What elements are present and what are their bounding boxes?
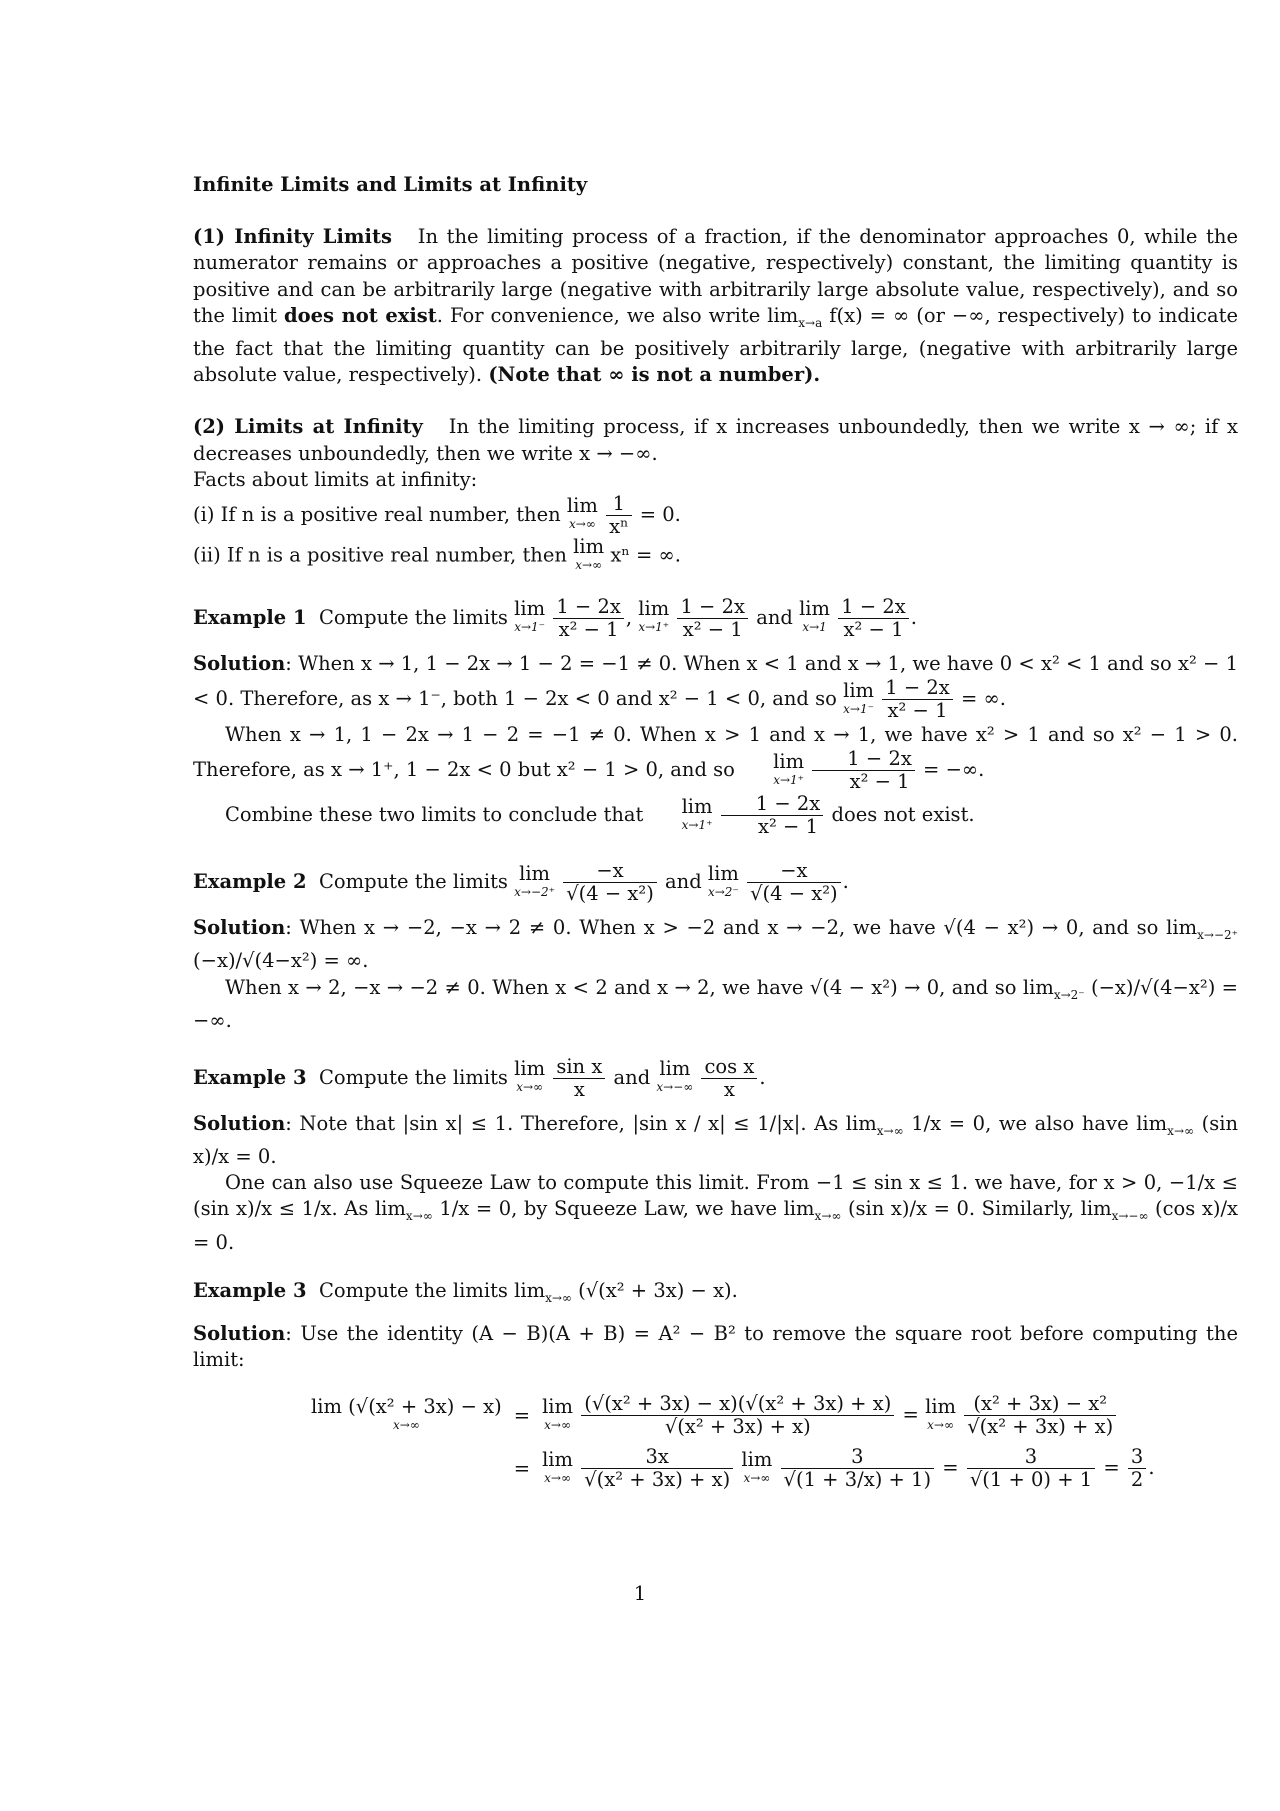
lim-subscript: x→∞ xyxy=(405,1209,433,1224)
limit-operator: lim x→1⁻ xyxy=(843,678,875,716)
denominator: √(1 + 0) + 1 xyxy=(969,1468,1093,1492)
lim-subscript: x→1 xyxy=(802,620,827,635)
limit-operator: lim x→−2⁺ xyxy=(514,861,555,899)
document-page xyxy=(193,172,1238,1495)
solution-label: Solution xyxy=(193,651,286,675)
solution-text: = ∞. xyxy=(961,687,1006,711)
conjunction: and xyxy=(665,870,702,894)
solution-text: : When x → 1, 1 − 2x → 1 − 2 = −1 ≠ 0. When x < 1 and x → 1, we have 0 < x² < 1 and so x² − 1 < 0. Therefore, as x → 1⁻, both 1 − 2x < 0 and x² − 1 < 0, and so xyxy=(193,651,1238,711)
denominator: x² − 1 xyxy=(843,617,904,641)
limit-operator: lim x→1⁺ xyxy=(650,798,713,834)
numerator: 3 xyxy=(781,1446,935,1469)
equation-lhs xyxy=(305,1389,508,1442)
numerator: 1 − 2x xyxy=(721,793,824,816)
solution-text: : When x → −2, −x → 2 ≠ 0. When x > −2 and x → −2, we have √(4 − x²) → 0, and so lim xyxy=(285,916,1198,940)
example-1-prompt: Example 1 Compute the limits lim x→1⁻ $\frac{1 - 2x}{\text{x² − 1}}$ , lim x→1⁺ $\frac{1 - 2x}{\text{x² − 1}}$ and lim x→1 $\frac{1 - 2x}{\text{x² − 1}}$ . xyxy=(193,594,917,641)
fraction xyxy=(747,860,841,905)
lim-subscript: x→∞ xyxy=(545,1290,572,1305)
fraction xyxy=(553,596,624,641)
denominator: 2 xyxy=(1130,1468,1144,1492)
solution-text: One can also use Squeeze Law to compute this limit. From −1 ≤ sin x ≤ 1. we have, for x > 0, −1/x ≤ (sin x)/x ≤ 1/x. As lim xyxy=(193,1171,1238,1221)
numerator: 3 xyxy=(967,1446,1095,1469)
equals-sign: = xyxy=(1103,1456,1120,1480)
numerator: (x² + 3x) − x² xyxy=(964,1393,1116,1416)
limit-operator xyxy=(542,1447,574,1487)
solution-text: (sin x)/x = 0. Similarly, lim xyxy=(847,1197,1112,1221)
numerator: −x xyxy=(747,860,841,883)
solution-text: (sin x)/x = 0. xyxy=(193,1111,1239,1169)
solution-text: When x → 2, −x → −2 ≠ 0. When x < 2 and x → 2, we have √(4 − x²) → 0, and so lim xyxy=(225,975,1054,999)
facts-heading: Facts about limits at infinity: xyxy=(193,467,478,491)
solution-label: Solution xyxy=(193,1321,286,1345)
fraction xyxy=(812,748,915,793)
lim-label: lim xyxy=(573,534,605,558)
fraction xyxy=(721,793,824,838)
limit-expression xyxy=(311,1394,502,1434)
denominator: x² − 1 xyxy=(758,815,818,839)
section-text: In the limiting process of a fraction, if the denominator approaches 0, while the numerator remains or approaches a positive (negative, respectively) constant, the limiting quantity is positive and can be arbitrarily large (negative with arbitrarily large absolute value, respectively), and so the limit xyxy=(193,225,1238,327)
example-4-solution xyxy=(193,1321,1238,1373)
example-4-prompt xyxy=(193,1278,1238,1311)
numerator: 1 − 2x xyxy=(882,677,953,700)
solution-text: does not exist. xyxy=(831,803,975,827)
numerator: 1 − 2x xyxy=(677,596,748,619)
lim-subscript: x→∞ xyxy=(876,1123,904,1138)
limit-operator: lim x→−∞ xyxy=(656,1057,694,1095)
solution-label: Solution xyxy=(193,916,286,940)
limit-operator: lim x→1⁺ xyxy=(741,753,804,789)
lim-subscript: x→−2⁺ xyxy=(514,884,555,899)
section-infinity-limits xyxy=(193,224,1238,388)
solution-text: (−x)/√(4−x²) = ∞. xyxy=(193,949,369,973)
lim-subscript: x→−2⁺ xyxy=(1197,928,1238,943)
numerator: −x xyxy=(563,860,657,883)
solution-label: Solution xyxy=(193,1111,286,1135)
fraction xyxy=(701,1056,757,1101)
fact-text: (i) If n is a positive real number, then xyxy=(193,502,561,526)
denominator: x xyxy=(573,1077,585,1101)
lim-subscript: x→∞ xyxy=(1167,1123,1194,1138)
lim-label: lim xyxy=(925,1394,957,1418)
denominator: √(4 − x²) xyxy=(566,882,654,906)
lim-subscript: x→−∞ xyxy=(1111,1209,1149,1224)
example-text: Compute the limits xyxy=(318,1065,508,1089)
denominator: x² − 1 xyxy=(682,617,743,641)
fraction xyxy=(677,596,748,641)
fact-2 xyxy=(193,534,1238,574)
equals-sign: = xyxy=(902,1403,919,1427)
lim-subscript: x→1⁺ xyxy=(681,817,713,832)
example-label: Example 2 xyxy=(193,870,307,894)
fraction xyxy=(838,596,909,641)
conjunction: and xyxy=(756,605,793,629)
limit-operator: lim x→1⁺ xyxy=(638,597,670,635)
equation-row-2 xyxy=(305,1442,1161,1495)
solution-text: (cos x)/x = 0. xyxy=(193,1197,1239,1254)
solution-text: : Use the identity (A − B)(A + B) = A² − B² to remove the square root before computing the limit: xyxy=(193,1321,1238,1372)
limit-subscript: x→a xyxy=(798,315,823,330)
fraction xyxy=(563,860,657,905)
fraction xyxy=(781,1446,935,1491)
page-number: 1 xyxy=(633,1582,647,1605)
lim-label: lim xyxy=(566,494,598,518)
example-2-solution-p1 xyxy=(193,915,1238,974)
numerator: (√(x² + 3x) − x)(√(x² + 3x) + x) xyxy=(581,1393,894,1416)
solution-text: (−x)/√(4−x²) = −∞. xyxy=(193,975,1239,1032)
example-3-solution-p1 xyxy=(193,1111,1238,1170)
lim-subscript: x→1⁺ xyxy=(638,620,670,635)
note: (Note that ∞ is not a number). xyxy=(488,363,821,387)
example-1-solution-p2 xyxy=(193,722,1238,793)
fact-1 xyxy=(193,493,1238,538)
lim-label: lim xyxy=(741,1447,773,1471)
lim-subscript: x→∞ xyxy=(575,557,603,572)
lim-label: lim xyxy=(542,1447,574,1471)
example-label: Example 3 xyxy=(193,1065,307,1089)
lim-subscript: x→∞ xyxy=(544,1417,571,1432)
lim-subscript: x→∞ xyxy=(392,1417,420,1432)
numerator: 1 − 2x xyxy=(553,596,624,619)
denominator: √(4 − x²) xyxy=(750,882,838,906)
denominator: x² − 1 xyxy=(558,617,619,641)
section-limits-at-infinity xyxy=(193,414,1238,466)
denominator: x² − 1 xyxy=(849,770,910,794)
bold-phrase: does not exist xyxy=(283,303,437,327)
conjunction: and xyxy=(613,1065,651,1089)
lim-subscript: x→1⁻ xyxy=(843,701,874,716)
section-heading: (1) Infinity Limits xyxy=(193,225,392,249)
aligned-equation xyxy=(305,1389,1161,1495)
numerator: 1 − 2x xyxy=(838,596,909,619)
lim-subscript: x→1⁻ xyxy=(514,620,546,635)
equation-row-1 xyxy=(305,1389,1161,1442)
section-text: . For convenience, we also write lim xyxy=(436,303,799,327)
equation-lhs-empty xyxy=(305,1442,508,1495)
example-text: Compute the limits xyxy=(318,605,508,629)
denominator: √(x² + 3x) + x) xyxy=(664,1415,811,1439)
fact-text: = 0. xyxy=(639,502,681,526)
numerator: 1 xyxy=(606,493,631,516)
limit-operator: lim x→1⁻ xyxy=(514,597,546,635)
section-text: f(x) = ∞ (or −∞, respectively) to indicate the fact that the limiting quantity can be positively arbitrarily large, (negative with arbitrarily large absolute value, respectively). xyxy=(193,303,1238,387)
denominator: √(1 + 3/x) + 1) xyxy=(783,1468,932,1492)
lim-subscript: x→1⁺ xyxy=(773,772,804,787)
example-3-solution-p2 xyxy=(193,1170,1238,1256)
limit-operator: lim x→2⁻ xyxy=(707,861,739,899)
equation-rhs: lim x→∞ $\frac{3x}{\text{√(x² + 3x) + x)}}$ lim x→∞ $\frac{3}{√(1 + 3/x) + 1)}$ = $\frac{3}{√(1 + 0) + 1}$ = $\frac{3}{2}$ . xyxy=(542,1445,1155,1492)
numerator: 3 xyxy=(1128,1446,1146,1469)
lim-label: lim xyxy=(542,1394,574,1418)
equals-sign: = xyxy=(513,1456,531,1480)
lim-subscript: x→∞ xyxy=(516,1080,544,1095)
solution-text: : Note that |sin x| ≤ 1. Therefore, |sin x / x| ≤ 1/|x|. As lim xyxy=(285,1111,877,1135)
equals-sign: = xyxy=(942,1456,959,1480)
numerator: sin x xyxy=(553,1056,605,1079)
limit-operator: lim x→∞ xyxy=(514,1057,546,1095)
lim-subscript: x→∞ xyxy=(568,517,596,532)
denominator: √(x² + 3x) + x) xyxy=(967,1415,1114,1439)
example-2-solution-p2 xyxy=(193,975,1238,1034)
limit-operator xyxy=(741,1447,773,1487)
fact-text: (ii) If n is a positive real number, then xyxy=(193,543,567,567)
example-label: Example 3 xyxy=(193,1278,307,1302)
fraction xyxy=(581,1446,733,1491)
denominator: x² − 1 xyxy=(887,699,948,723)
limit-operator xyxy=(542,1394,574,1434)
denominator: √(x² + 3x) + x) xyxy=(584,1468,731,1492)
limit-operator xyxy=(925,1394,957,1434)
section-text: In the limiting process, if x increases unboundedly, then we write x → ∞; if x decreases unboundedly, then we write x → −∞. xyxy=(193,415,1238,465)
fact-text: xⁿ = ∞. xyxy=(610,543,681,567)
limit-operator xyxy=(573,534,605,574)
solution-text: Combine these two limits to conclude that xyxy=(225,803,644,827)
lhs-text: lim (√(x² + 3x) − x) xyxy=(311,1394,502,1418)
equation-rhs xyxy=(536,1389,1160,1442)
fraction xyxy=(967,1446,1095,1491)
example-text: Compute the limits xyxy=(318,870,508,894)
limit-operator: lim x→1 xyxy=(799,597,831,635)
example-3-prompt: Example 3 Compute the limits lim x→∞ $\frac{\text{sin x}}{x}$ and lim x→−∞ $\frac{\text{cos x}}{x}$ . xyxy=(193,1054,766,1101)
lim-subscript: x→2⁻ xyxy=(1053,987,1085,1002)
solution-text: = −∞. xyxy=(923,758,985,782)
numerator: 3x xyxy=(581,1446,733,1469)
lim-subscript: x→∞ xyxy=(927,1417,954,1432)
fraction xyxy=(1128,1446,1146,1491)
lim-subscript: x→∞ xyxy=(814,1209,842,1224)
fraction xyxy=(882,677,953,722)
example-text: (√(x² + 3x) − x). xyxy=(578,1278,738,1302)
denominator: xⁿ xyxy=(609,514,629,538)
lim-subscript: x→−∞ xyxy=(656,1080,694,1095)
fraction xyxy=(553,1056,605,1101)
equals-sign: = xyxy=(513,1403,531,1427)
page-title: Infinite Limits and Limits at Infinity xyxy=(193,173,588,196)
lim-subscript: x→∞ xyxy=(743,1470,771,1485)
fraction xyxy=(606,493,631,538)
example-2-prompt: Example 2 Compute the limits lim x→−2⁺ $\frac{-x}{\text{√(4 − x²)}}$ and lim x→2⁻ $\frac{-x}{\text{√(4 − x²)}}$ . xyxy=(193,859,849,906)
denominator: x xyxy=(723,1077,735,1101)
solution-text: When x → 1, 1 − 2x → 1 − 2 = −1 ≠ 0. When x > 1 and x → 1, we have x² > 1 and so x² − 1 > 0. Therefore, as x → 1⁺, 1 − 2x < 0 but x² − 1 > 0, and so xyxy=(193,723,1238,782)
example-1-solution-p3 xyxy=(193,793,1238,838)
numerator: 1 − 2x xyxy=(812,748,915,771)
fraction xyxy=(964,1393,1116,1438)
example-1-solution-p1 xyxy=(193,651,1238,722)
example-text: Compute the limits lim xyxy=(318,1278,546,1302)
limit-operator xyxy=(566,494,598,533)
lim-subscript: x→∞ xyxy=(544,1470,571,1485)
example-label: Example 1 xyxy=(193,605,307,629)
solution-text: 1/x = 0, we also have lim xyxy=(911,1111,1168,1135)
fraction xyxy=(581,1393,894,1438)
lim-subscript: x→2⁻ xyxy=(707,884,739,899)
section-heading: (2) Limits at Infinity xyxy=(193,415,423,439)
numerator: cos x xyxy=(701,1056,757,1079)
solution-text: 1/x = 0, by Squeeze Law, we have lim xyxy=(439,1197,815,1221)
